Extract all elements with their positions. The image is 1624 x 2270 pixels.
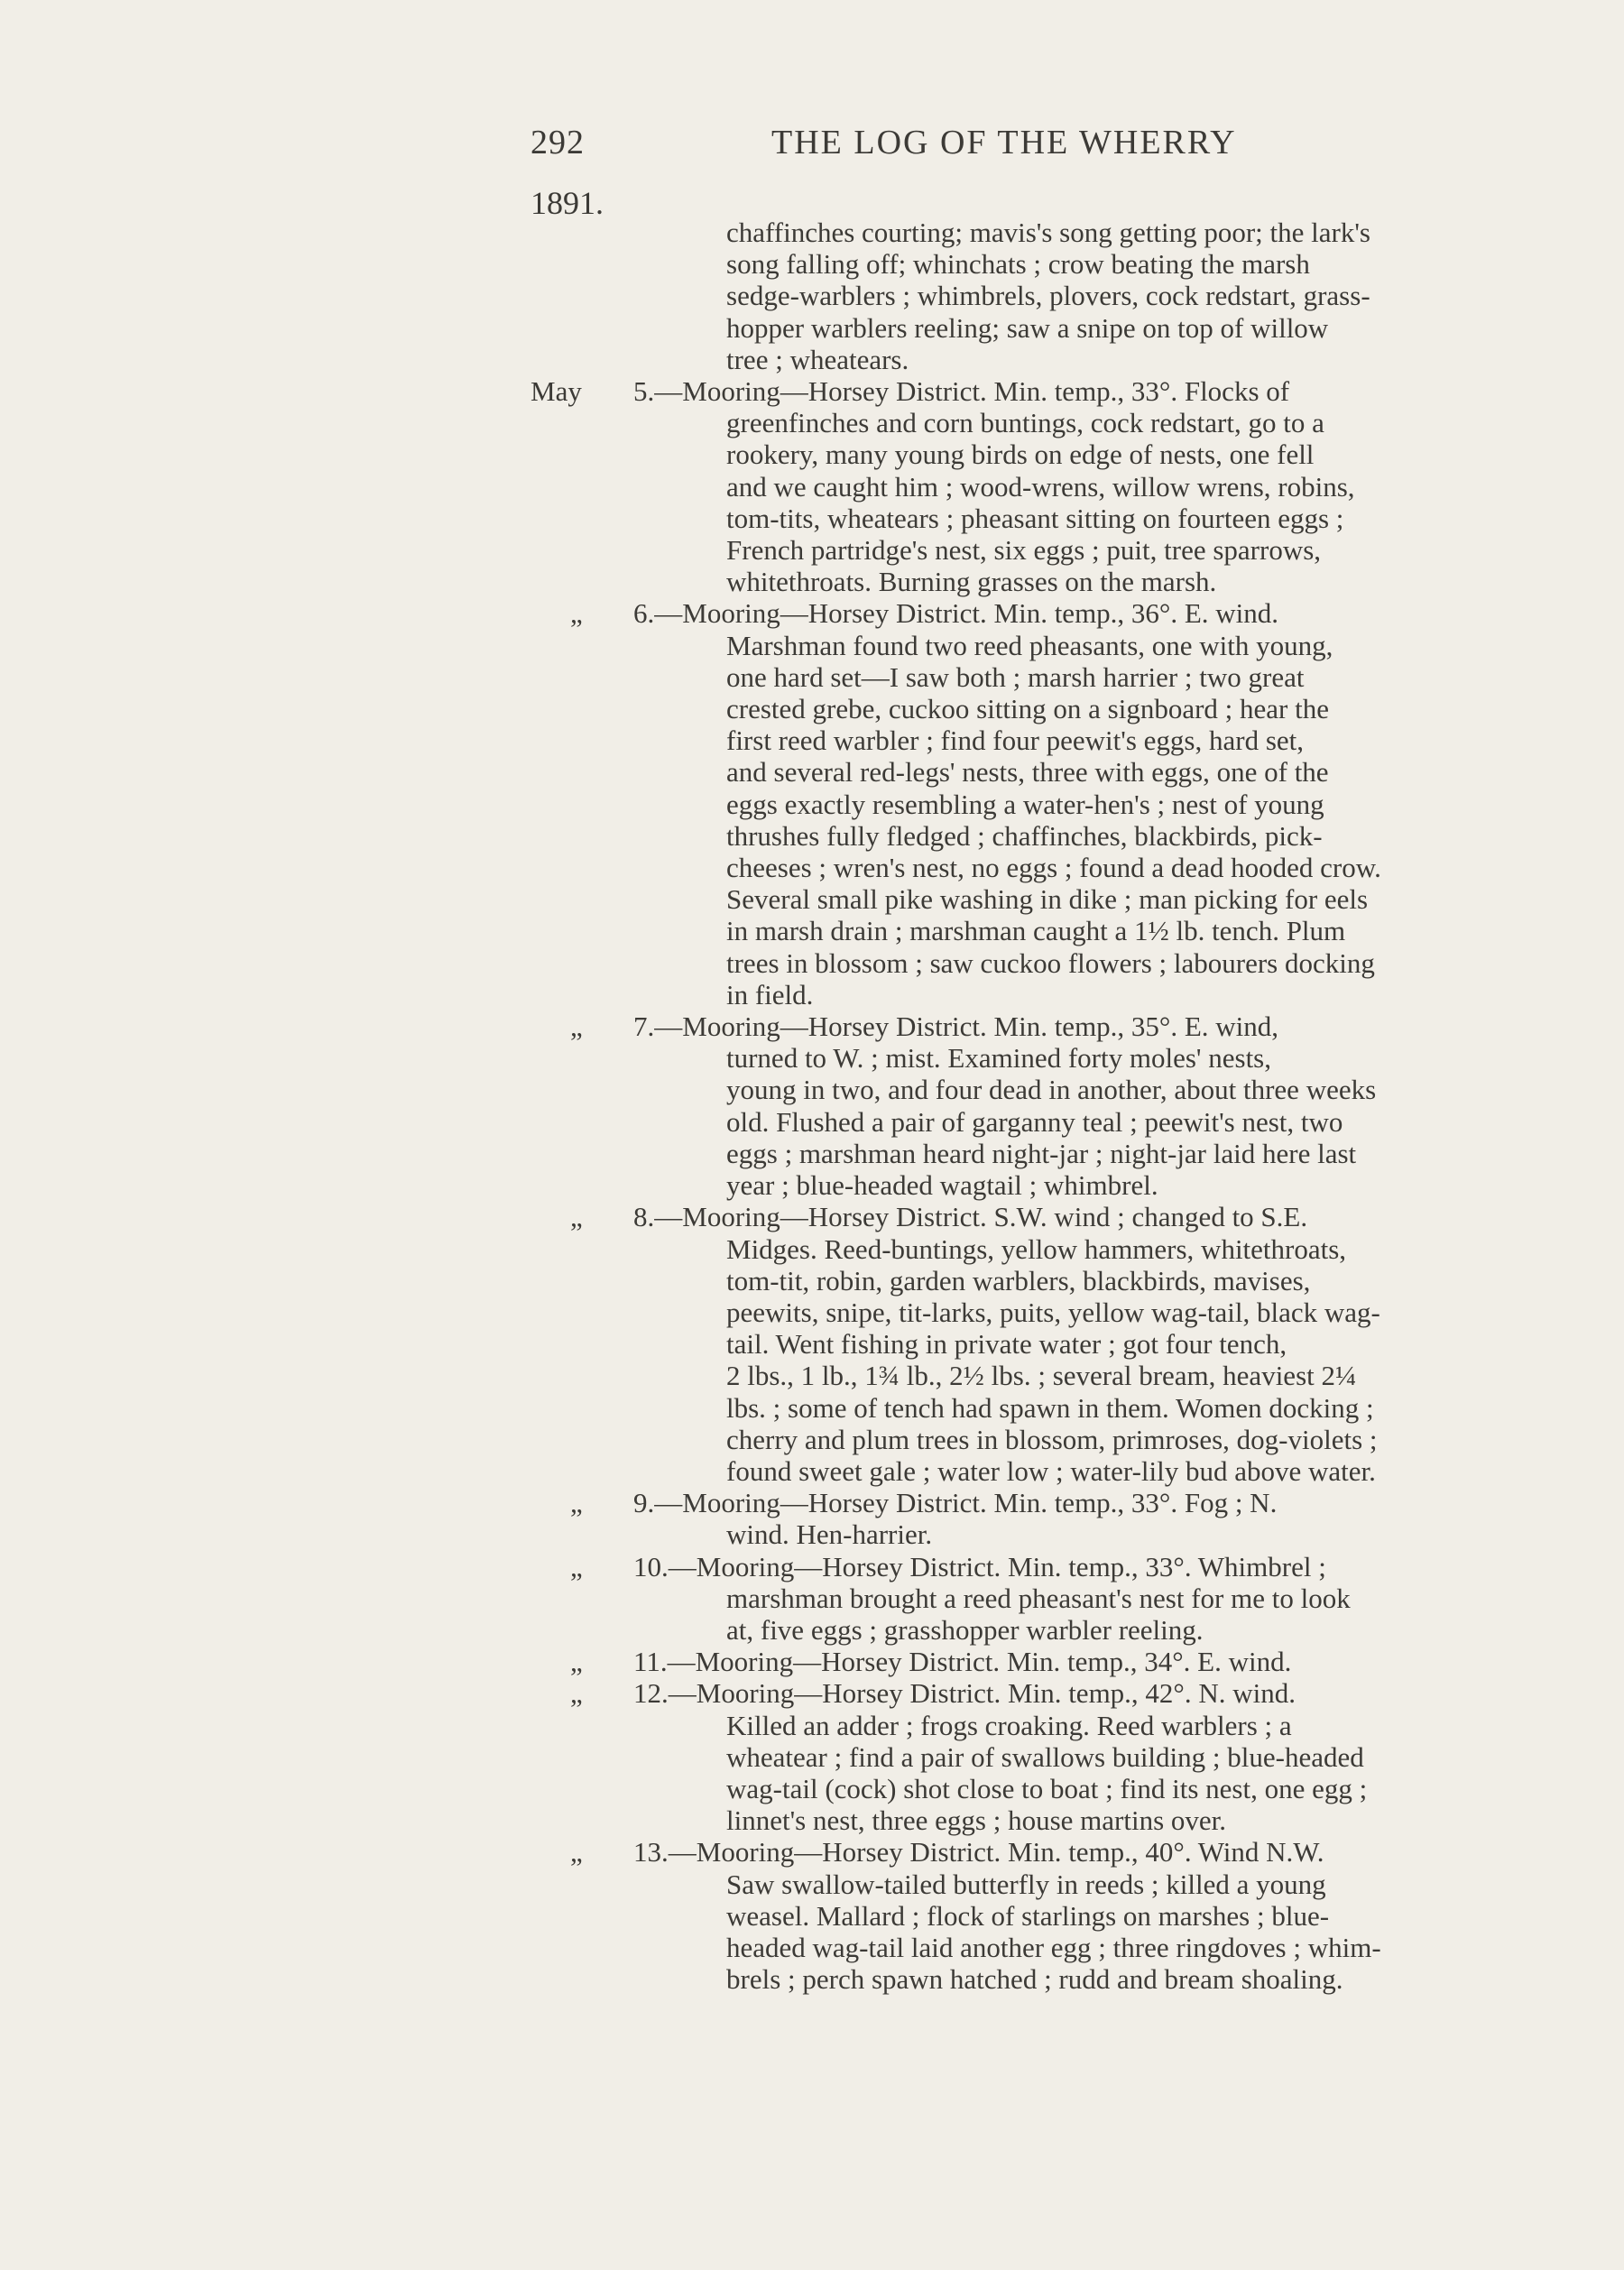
entry-line: at, five eggs ; grasshopper warbler reeling.: [726, 1613, 1204, 1646]
entry-line: lbs. ; some of tench had spawn in them. Women docking ;: [726, 1391, 1374, 1424]
entry-line: weasel. Mallard ; flock of starlings on marshes ; blue-: [726, 1899, 1330, 1932]
entry-line: greenfinches and corn buntings, cock redstart, go to a: [726, 407, 1324, 439]
diary-entry: [531, 597, 1541, 1010]
diary-entry: [531, 217, 1541, 375]
entry-line: 11.—Mooring—Horsey District. Min. temp., 34°. E. wind.: [633, 1646, 1292, 1678]
entry-line: cherry and plum trees in blossom, primroses, dog-violets ;: [726, 1423, 1378, 1455]
entry-line: Midges. Reed-buntings, yellow hammers, whitethroats,: [726, 1232, 1347, 1265]
diary-entry: [531, 1010, 1541, 1201]
entry-line: 2 lbs., 1 lb., 1¾ lb., 2½ lbs. ; several bream, heaviest 2¼: [726, 1360, 1357, 1392]
diary-entries: [531, 217, 1541, 1995]
entry-line: found sweet gale ; water low ; water-lily bud above water.: [726, 1454, 1376, 1487]
entry-line: Several small pike washing in dike ; man picking for eels: [726, 883, 1369, 916]
entry-line: eggs exactly resembling a water-hen's ; nest of young: [726, 788, 1324, 820]
entry-line: Killed an adder ; frogs croaking. Reed warblers ; a: [726, 1709, 1292, 1741]
ditto-mark: „: [570, 1010, 583, 1043]
entry-line: eggs ; marshman heard night-jar ; night-jar laid here last: [726, 1137, 1357, 1169]
entry-line: one hard set—I saw both ; marsh harrier ; two great: [726, 660, 1305, 693]
diary-entry: [531, 1201, 1541, 1487]
entry-line: first reed warbler ; find four peewit's eggs, hard set,: [726, 724, 1305, 757]
entry-line: 5.—Mooring—Horsey District. Min. temp., 33°. Flocks of: [633, 375, 1290, 408]
entry-line: 12.—Mooring—Horsey District. Min. temp., 42°. N. wind.: [633, 1677, 1296, 1710]
entry-line: headed wag-tail laid another egg ; three ringdoves ; whim-: [726, 1931, 1381, 1963]
diary-entry: [531, 1551, 1541, 1647]
entry-line: peewits, snipe, tit-larks, puits, yellow wag-tail, black wag-: [726, 1296, 1380, 1328]
entry-line: sedge-warblers ; whimbrels, plovers, cock redstart, grass-: [726, 280, 1370, 312]
entry-line: tom-tit, robin, garden warblers, blackbirds, mavises,: [726, 1264, 1311, 1296]
entry-line: 10.—Mooring—Horsey District. Min. temp., 33°. Whimbrel ;: [633, 1550, 1326, 1583]
page-number: 292: [531, 124, 585, 161]
entry-line: and several red-legs' nests, three with eggs, one of the: [726, 756, 1329, 789]
ditto-mark: „: [570, 1487, 583, 1519]
entry-line: wheatear ; find a pair of swallows building ; blue-headed: [726, 1740, 1364, 1773]
entry-line: Marshman found two reed pheasants, one with young,: [726, 629, 1333, 661]
diary-entry: [531, 1677, 1541, 1836]
entry-line: tree ; wheatears.: [726, 343, 909, 375]
entry-line: 7.—Mooring—Horsey District. Min. temp., 35°. E. wind,: [633, 1010, 1279, 1043]
entry-line: crested grebe, cuckoo sitting on a signboard ; hear the: [726, 693, 1329, 725]
entry-line: tom-tits, wheatears ; pheasant sitting on fourteen eggs ;: [726, 502, 1344, 534]
entry-line: thrushes fully fledged ; chaffinches, blackbirds, pick-: [726, 819, 1323, 852]
entry-line: linnet's nest, three eggs ; house martins over.: [726, 1804, 1227, 1837]
entry-line: French partridge's nest, six eggs ; puit, tree sparrows,: [726, 534, 1322, 567]
entry-line: young in two, and four dead in another, about three weeks: [726, 1074, 1377, 1106]
entry-line: 8.—Mooring—Horsey District. S.W. wind ; changed to S.E.: [633, 1201, 1308, 1233]
ditto-mark: „: [570, 597, 583, 630]
entry-line: old. Flushed a pair of garganny teal ; peewit's nest, two: [726, 1105, 1343, 1138]
ditto-mark: „: [570, 1550, 583, 1583]
ditto-mark: „: [570, 1201, 583, 1233]
entry-line: marshman brought a reed pheasant's nest for me to look: [726, 1582, 1351, 1614]
diary-entry: [531, 1487, 1541, 1550]
entry-line: year ; blue-headed wagtail ; whimbrel.: [726, 1169, 1158, 1202]
entry-line: wag-tail (cock) shot close to boat ; find its nest, one egg ;: [726, 1772, 1368, 1804]
entry-line: in marsh drain ; marshman caught a 1½ lb. tench. Plum: [726, 915, 1346, 947]
entry-line: brels ; perch spawn hatched ; rudd and bream shoaling.: [726, 1963, 1343, 1996]
entry-line: song falling off; whinchats ; crow beating the marsh: [726, 248, 1310, 281]
ditto-mark: „: [570, 1646, 583, 1678]
entry-line: chaffinches courting; mavis's song getting poor; the lark's: [726, 217, 1370, 248]
entry-line: 9.—Mooring—Horsey District. Min. temp., 33°. Fog ; N.: [633, 1487, 1278, 1519]
entry-line: rookery, many young birds on edge of nests, one fell: [726, 438, 1315, 471]
diary-entry: [531, 375, 1541, 597]
diary-entry: [531, 1646, 1541, 1677]
entry-line: wind. Hen-harrier.: [726, 1518, 933, 1551]
diary-entry: [531, 1836, 1541, 1995]
entry-line: hopper warblers reeling; saw a snipe on top of willow: [726, 311, 1329, 344]
ditto-mark: „: [570, 1836, 583, 1869]
entry-line: 13.—Mooring—Horsey District. Min. temp., 40°. Wind N.W.: [633, 1836, 1324, 1869]
ditto-mark: „: [570, 1677, 583, 1710]
entry-line: cheeses ; wren's nest, no eggs ; found a dead hooded crow.: [726, 852, 1381, 884]
entry-line: trees in blossom ; saw cuckoo flowers ; labourers docking: [726, 946, 1375, 979]
entry-line: whitethroats. Burning grasses on the marsh.: [726, 566, 1217, 598]
running-head: THE LOG OF THE WHERRY: [771, 124, 1237, 161]
year-label: 1891.: [531, 185, 604, 221]
entry-line: turned to W. ; mist. Examined forty moles' nests,: [726, 1042, 1272, 1075]
entry-line: tail. Went fishing in private water ; got four tench,: [726, 1328, 1287, 1361]
entry-line: in field.: [726, 978, 814, 1010]
month-label: May: [531, 375, 582, 408]
entry-line: and we caught him ; wood-wrens, willow wrens, robins,: [726, 470, 1355, 503]
entry-line: 6.—Mooring—Horsey District. Min. temp., 36°. E. wind.: [633, 597, 1279, 630]
entry-line: Saw swallow-tailed butterfly in reeds ; killed a young: [726, 1868, 1326, 1900]
